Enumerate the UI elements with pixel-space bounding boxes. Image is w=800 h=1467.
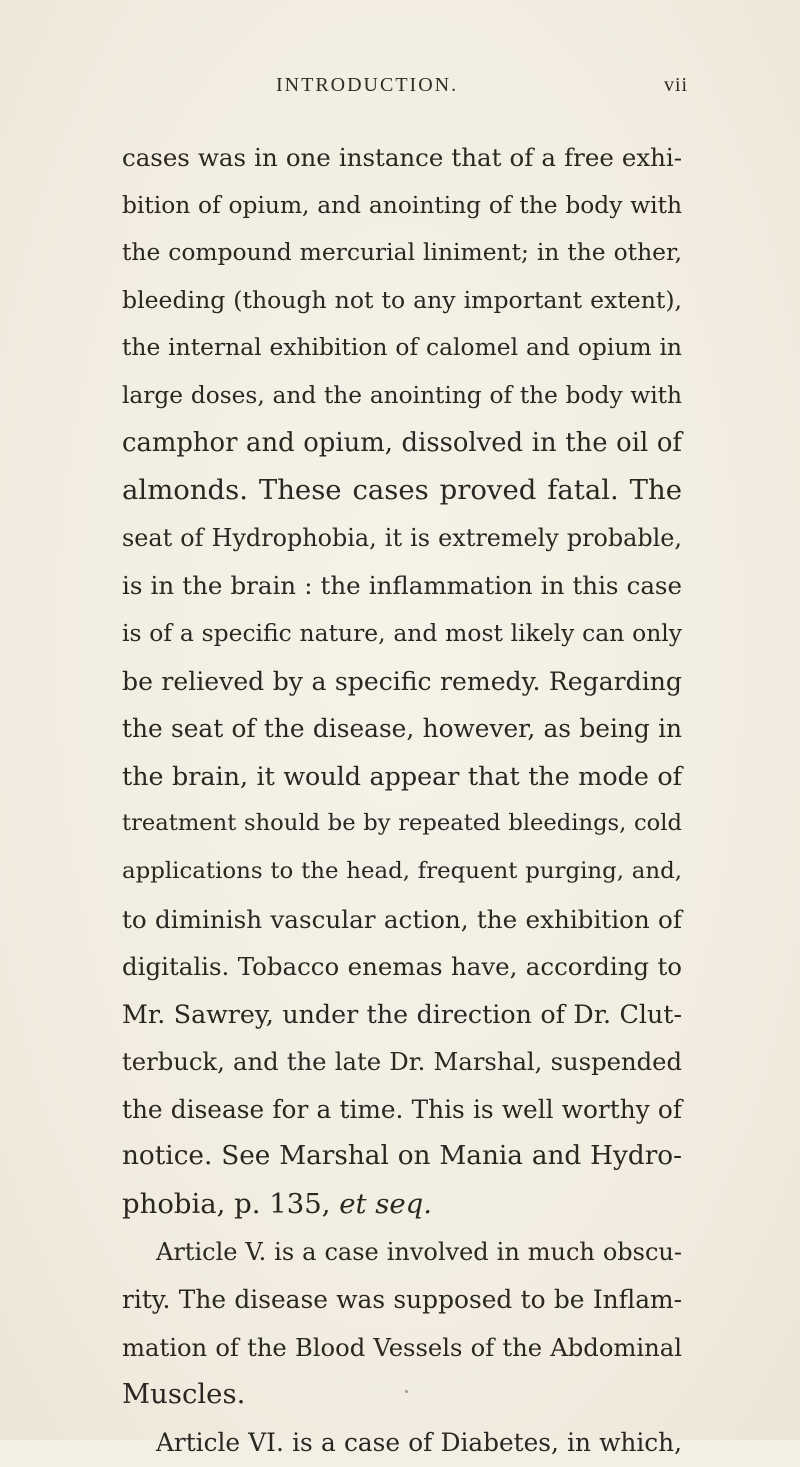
text-line: is in the brain : the inflammation in this case — [122, 571, 682, 601]
paper-speck — [405, 1390, 408, 1393]
italic-phrase: et seq. — [339, 1188, 433, 1221]
paragraph-start-line: Article VI. is a case of Diabetes, in which, — [156, 1428, 682, 1458]
text-line: applications to the head, frequent purging, and, — [122, 857, 682, 884]
text-line: camphor and opium, dissolved in the oil of — [122, 427, 682, 458]
running-title: INTRODUCTION. — [276, 74, 459, 96]
text-line: the seat of the disease, however, as being in — [122, 714, 682, 744]
text-line: large doses, and the anointing of the body with — [122, 381, 682, 409]
text-line: be relieved by a specific remedy. Regarding — [122, 666, 682, 696]
paragraph-start-line: Article V. is a case involved in much obscu- — [156, 1237, 682, 1266]
text-line: mation of the Blood Vessels of the Abdominal — [122, 1332, 682, 1362]
body-text — [122, 134, 682, 1467]
text-line: phobia, p. 135, et seq. — [122, 1188, 433, 1221]
text-line: terbuck, and the late Dr. Marshal, suspended — [122, 1047, 682, 1077]
text-line: the brain, it would appear that the mode of — [122, 760, 682, 791]
text-line: the disease for a time. This is well worthy of — [122, 1094, 682, 1124]
text-line: digitalis. Tobacco enemas have, according to — [122, 952, 682, 982]
running-head — [0, 74, 800, 104]
text-line: almonds. These cases proved fatal. The — [122, 474, 682, 507]
text-line: bleeding (though not to any important extent), — [122, 285, 682, 314]
text-line: bition of opium, and anointing of the body with — [122, 191, 682, 219]
text-line: the compound mercurial liniment; in the other, — [122, 238, 682, 267]
text-line: Muscles. — [122, 1378, 246, 1411]
text-line: rity. The disease was supposed to be Inflam- — [122, 1285, 682, 1315]
text-line: cases was in one instance that of a free exhi- — [122, 143, 682, 172]
text-line: Mr. Sawrey, under the direction of Dr. Clut- — [122, 999, 682, 1029]
page-number: vii — [664, 74, 689, 96]
text-line: treatment should be by repeated bleedings, cold — [122, 810, 682, 837]
text-line: to diminish vascular action, the exhibition of — [122, 904, 682, 934]
text-line: the internal exhibition of calomel and opium in — [122, 333, 682, 362]
text-line: is of a specific nature, and most likely can only — [122, 618, 682, 647]
text-line: notice. See Marshal on Mania and Hydro- — [122, 1141, 682, 1172]
text-line: seat of Hydrophobia, it is extremely probable, — [122, 523, 682, 552]
